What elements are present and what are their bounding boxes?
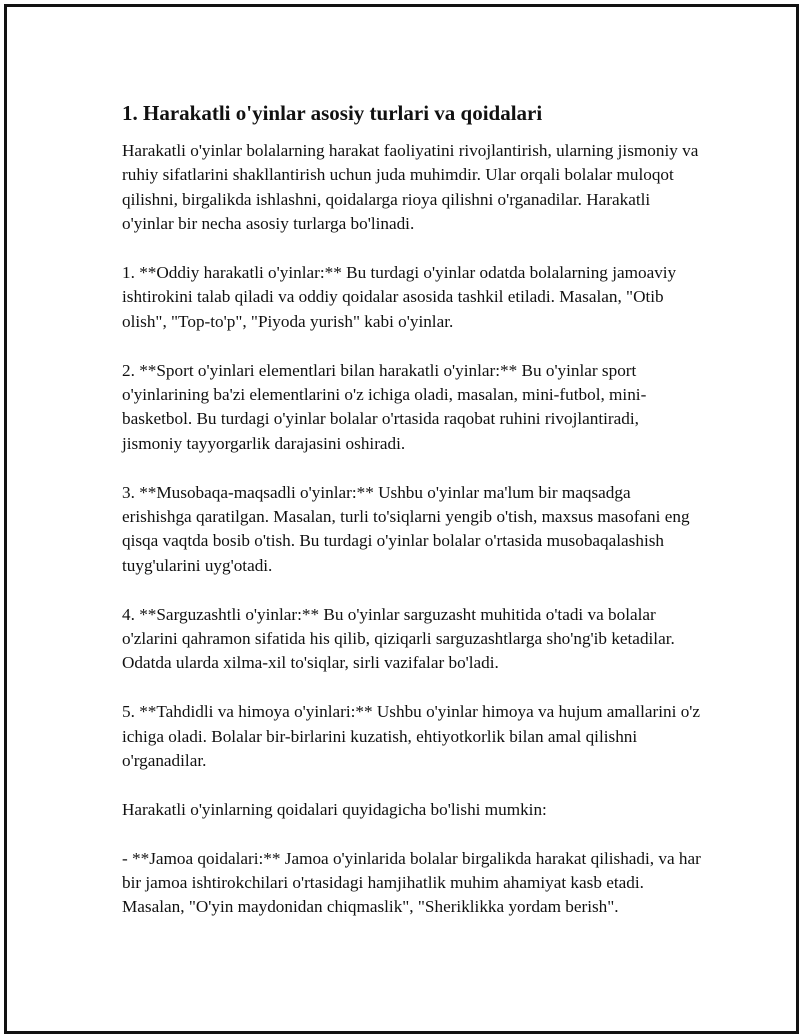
- list-item-musobaqa-oyinlar: 3. **Musobaqa-maqsadli o'yinlar:** Ushbu o'yinlar ma'lum bir maqsadga erishishga qaratilgan. Masalan, turli to'siqlarni yengib o'tish, maxsus masofani eng qisqa vaqtda bosib o'tish. Bu turdagi o'yinlar bolalar o'rtasida musobaqalashish tuyg'ularini uyg'otadi.: [122, 482, 690, 575]
- page-border: [4, 4, 799, 1034]
- document-body: [122, 99, 702, 944]
- rules-intro-paragraph: Harakatli o'yinlarning qoidalari quyidagicha bo'lishi mumkin:: [122, 799, 547, 819]
- list-item-sport-oyinlari: 2. **Sport o'yinlari elementlari bilan harakatli o'yinlar:** Bu o'yinlar sport o'yinlarining ba'zi elementlarini o'z ichiga oladi, masalan, mini-futbol, mini-basketbol. Bu turdagi o'yinlar bolalar o'rtasida raqobat ruhini rivojlantiradi, jismoniy tayyorgarlik darajasini oshiradi.: [122, 360, 647, 453]
- list-item-sarguzashtli-oyinlar: 4. **Sarguzashtli o'yinlar:** Bu o'yinlar sarguzasht muhitida o'tadi va bolalar o'zlarini qahramon sifatida his qilib, qiziqarli sarguzashtlarga sho'ng'ib ketadilar. Odatda ularda xilma-xil to'siqlar, sirli vazifalar bo'ladi.: [122, 604, 675, 673]
- document-title: 1. Harakatli o'yinlar asosiy turlari va qoidalari: [122, 101, 543, 125]
- rule-item-jamoa-qoidalari: - **Jamoa qoidalari:** Jamoa o'yinlarida bolalar birgalikda harakat qilishadi, va har bir jamoa ishtirokchilari o'rtasidagi hamjihatlik muhim ahamiyat kasb etadi. Masalan, "O'yin maydonidan chiqmaslik", "Sheriklikka yordam berish".: [122, 848, 701, 917]
- list-item-himoya-oyinlari: 5. **Tahdidli va himoya o'yinlari:** Ushbu o'yinlar himoya va hujum amallarini o'z ichiga oladi. Bolalar bir-birlarini kuzatish, ehtiyotkorlik bilan amal qilishni o'rganadilar.: [122, 702, 701, 771]
- list-item-oddiy-oyinlar: 1. **Oddiy harakatli o'yinlar:** Bu turdagi o'yinlar odatda bolalarning jamoaviy ishtirokini talab qiladi va oddiy qoidalar asosida tashkil etiladi. Masalan, "Otib olish", "Top-to'p", "Piyoda yurish" kabi o'yinlar.: [122, 263, 677, 331]
- intro-paragraph: Harakatli o'yinlar bolalarning harakat faoliyatini rivojlantirish, ularning jismoniy va ruhiy sifatlarini shakllantirish uchun juda muhimdir. Ular orqali bolalar muloqot qilishni, birgalikda ishlashni, qoidalarga rioya qilishni o'rganadilar. Harakatli o'yinlar bir necha asosiy turlarga bo'linadi.: [122, 141, 699, 234]
